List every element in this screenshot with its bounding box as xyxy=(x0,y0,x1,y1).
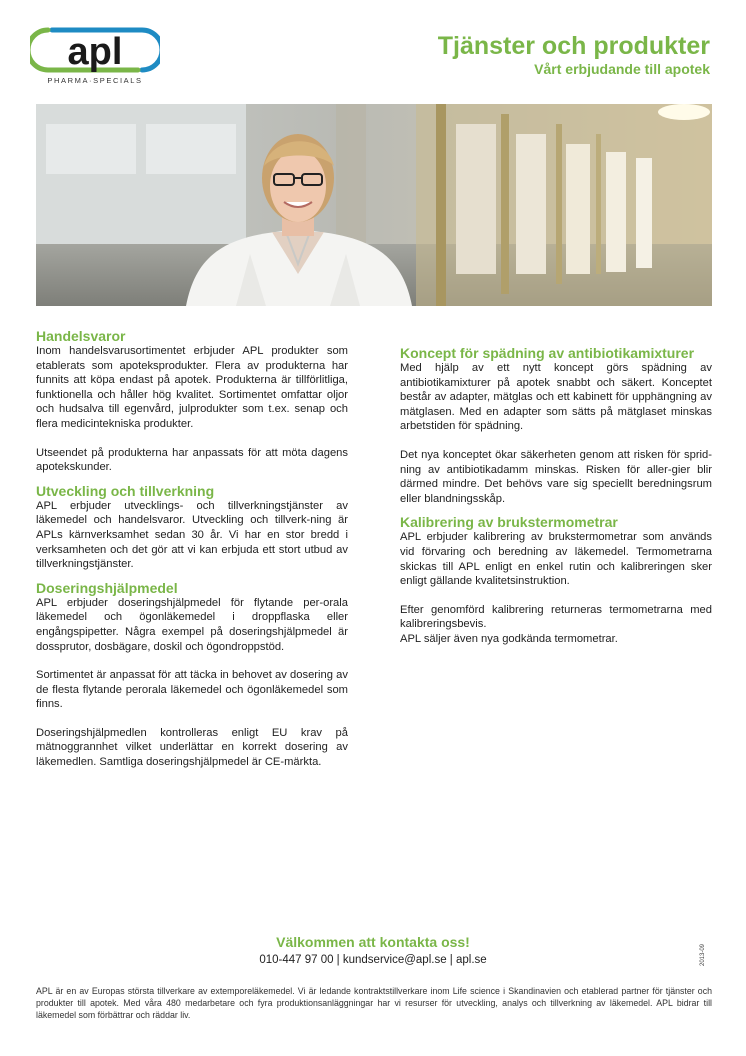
page-title: Tjänster och produkter xyxy=(437,32,710,60)
koncept-text-1: Med hjälp av ett nytt koncept görs spädning av antibiotikamixturer på apotek snabbt och säkert. Konceptet består av adapter, mätglas och ett kabinett för upphängning av mätglasen. Med en adapter som sätts på mätglaset minskas arbetstiden för spädning. xyxy=(400,362,712,433)
right-column xyxy=(400,345,712,647)
heading-doseringshjalpmedel: Doseringshjälpmedel xyxy=(36,579,178,596)
lab-photo xyxy=(36,104,712,306)
contact-heading: Välkommen att kontakta oss! xyxy=(276,934,470,950)
kalibrering-text-2: Efter genomförd kalibrering returneras termometrarna med kalibreringsbevis. xyxy=(400,603,712,631)
page-subtitle: Vårt erbjudande till apotek xyxy=(534,61,710,77)
logo-tagline: PHARMA·SPECIALS xyxy=(47,76,143,85)
dosering-text-1: APL erbjuder doseringshjälpmedel för flytande per-orala läkemedel och ögonläkemedel i droppflaska eller engångspipetter. Några exempel på doseringshjälpmedel är dossprutor, dosbägare, doskil och ögondroppstöd. xyxy=(36,596,348,653)
dosering-text-2: Sortimentet är anpassat för att täcka in behovet av dosering av de flesta flytande perorala läkemedel och ögonläkemedel som finns. xyxy=(36,669,348,711)
handelsvaror-text-1: Inom handelsvarusortimentet erbjuder APL produkter som etablerats som apoteksprodukter. Flera av produkterna har funnits att köpa endast på apotek. Produkterna är tillförlitliga, funktionella och håller hög kvalitet. Sortimentet omfattar oljor och hudsalva till egenvård, julprodukter som t.ex. senap och flera medicintekniska produkter. xyxy=(36,345,348,430)
print-date: 2013-09 xyxy=(700,943,706,966)
left-column xyxy=(36,328,348,770)
utveckling-text-1: APL erbjuder utvecklings- och tillverkningstjänster av läkemedel och handelsvaror. Utveckling och tillverk-ning är APLs kärnverksamhet sedan 30 år. Vi har en stor bredd i verksamheten och det gör att vi kan erbjuda ett stort utbud av tillverkningstjänster. xyxy=(36,499,348,571)
heading-handelsvaror: Handelsvaror xyxy=(36,328,126,344)
heading-kalibrering: Kalibrering av brukstermometrar xyxy=(400,514,618,531)
heading-koncept: Koncept för spädning av antibiotikamixturer xyxy=(400,345,695,361)
kalibrering-text-3: APL säljer även nya godkända termometrar. xyxy=(400,632,618,645)
logo-text: apl xyxy=(67,31,123,73)
handelsvaror-text-2: Utseendet på produkterna har anpassats för att möta dagens apotekskunder. xyxy=(36,446,348,474)
dosering-text-3: Doseringshjälpmedlen kontrolleras enligt EU krav på mätnoggrannhet vilket underlättar en korrekt dosering av läkemedlen. Samtliga doseringshjälpmedel är CE-märkta. xyxy=(36,726,348,769)
koncept-text-2: Det nya konceptet ökar säkerheten genom att risken för sprid-ning av antibiotikadamm minskas. Risken för aller-gier blir därmed mindre. Det behövs vare sig speciellt beredningsrum eller blandningsskåp. xyxy=(400,448,712,505)
footer-about: APL är en av Europas största tillverkare av extemporeläkemedel. Vi är ledande kontraktstillverkare inom Life science i Skandinavien och etablerad partner för tjänster och produkter till apotek. Med våra 480 medarbetare och fyra produktionsanläggningar har vi resurser för utveckling, analys och tillverkning av läkemedel. APL bidrar till läkemedel som förbättrar och räddar liv. xyxy=(36,986,712,1020)
heading-utveckling: Utveckling och tillverkning xyxy=(36,482,215,499)
kalibrering-text-1: APL erbjuder kalibrering av brukstermometrar som används vid förvaring och beredning av läkemedel. Termometrarna skickas till APL enligt en enkel rutin och kalibreringen sker enligt gällande kvalitetsinstruktion. xyxy=(400,531,712,588)
contact-details: 010-447 97 00 | kundservice@apl.se | apl.se xyxy=(259,954,487,966)
